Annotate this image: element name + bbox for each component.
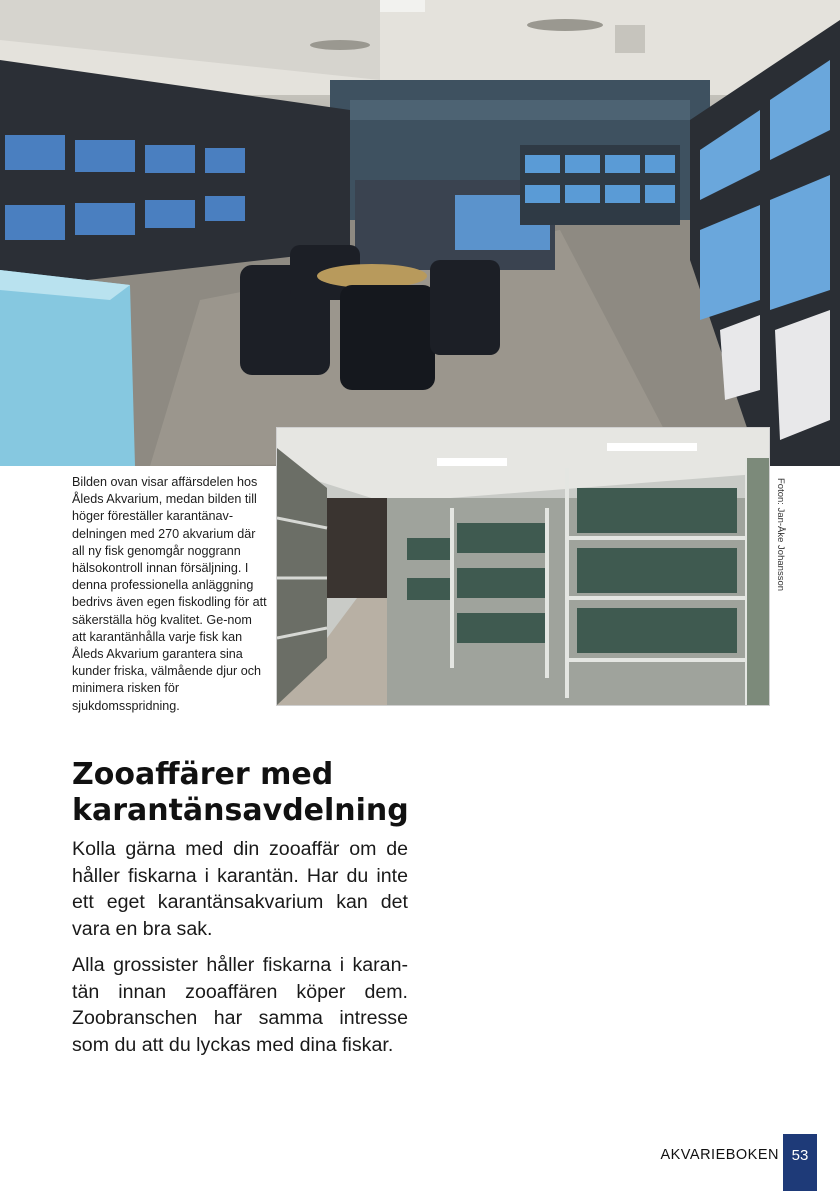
article-heading: Zooaffärer med karantänsavdelning xyxy=(72,757,409,828)
photo-caption: Bilden ovan visar affärsdelen hos Åleds Akvarium, medan bilden till höger föreställer karantänav-delningen med 270 akvarium där all ny fisk genomgår noggrann hälsokontroll innan försäljning. I denna professionella anläggning bedrivs även egen fiskodling för att säkerställa hög kvalitet. Ge-nom att karantänhålla varje fisk kan Åleds Akvarium garantera sina kunder friska, välmående djur och minimera risken för sjukdomsspridning. xyxy=(72,475,267,713)
article-paragraph: Kolla gärna med din zooaffär om de håller fiskarna i karantän. Har du inte ett eget karantänsakvarium kan det vara en bra sak. xyxy=(72,838,408,940)
store-interior-photo xyxy=(0,0,840,466)
article-body xyxy=(72,836,408,1068)
photo-credit: Foton: Jan-Åke Johansson xyxy=(775,478,786,592)
book-title: AKVARIEBOKEN xyxy=(660,1147,779,1163)
page-number: 53 xyxy=(783,1134,817,1191)
article-paragraph: Alla grossister håller fiskarna i karan-tän innan zooaffären köper dem. Zoobranschen har samma intresse som du att du lyckas med dina fiskar. xyxy=(72,954,408,1056)
quarantine-room-photo xyxy=(276,427,770,706)
